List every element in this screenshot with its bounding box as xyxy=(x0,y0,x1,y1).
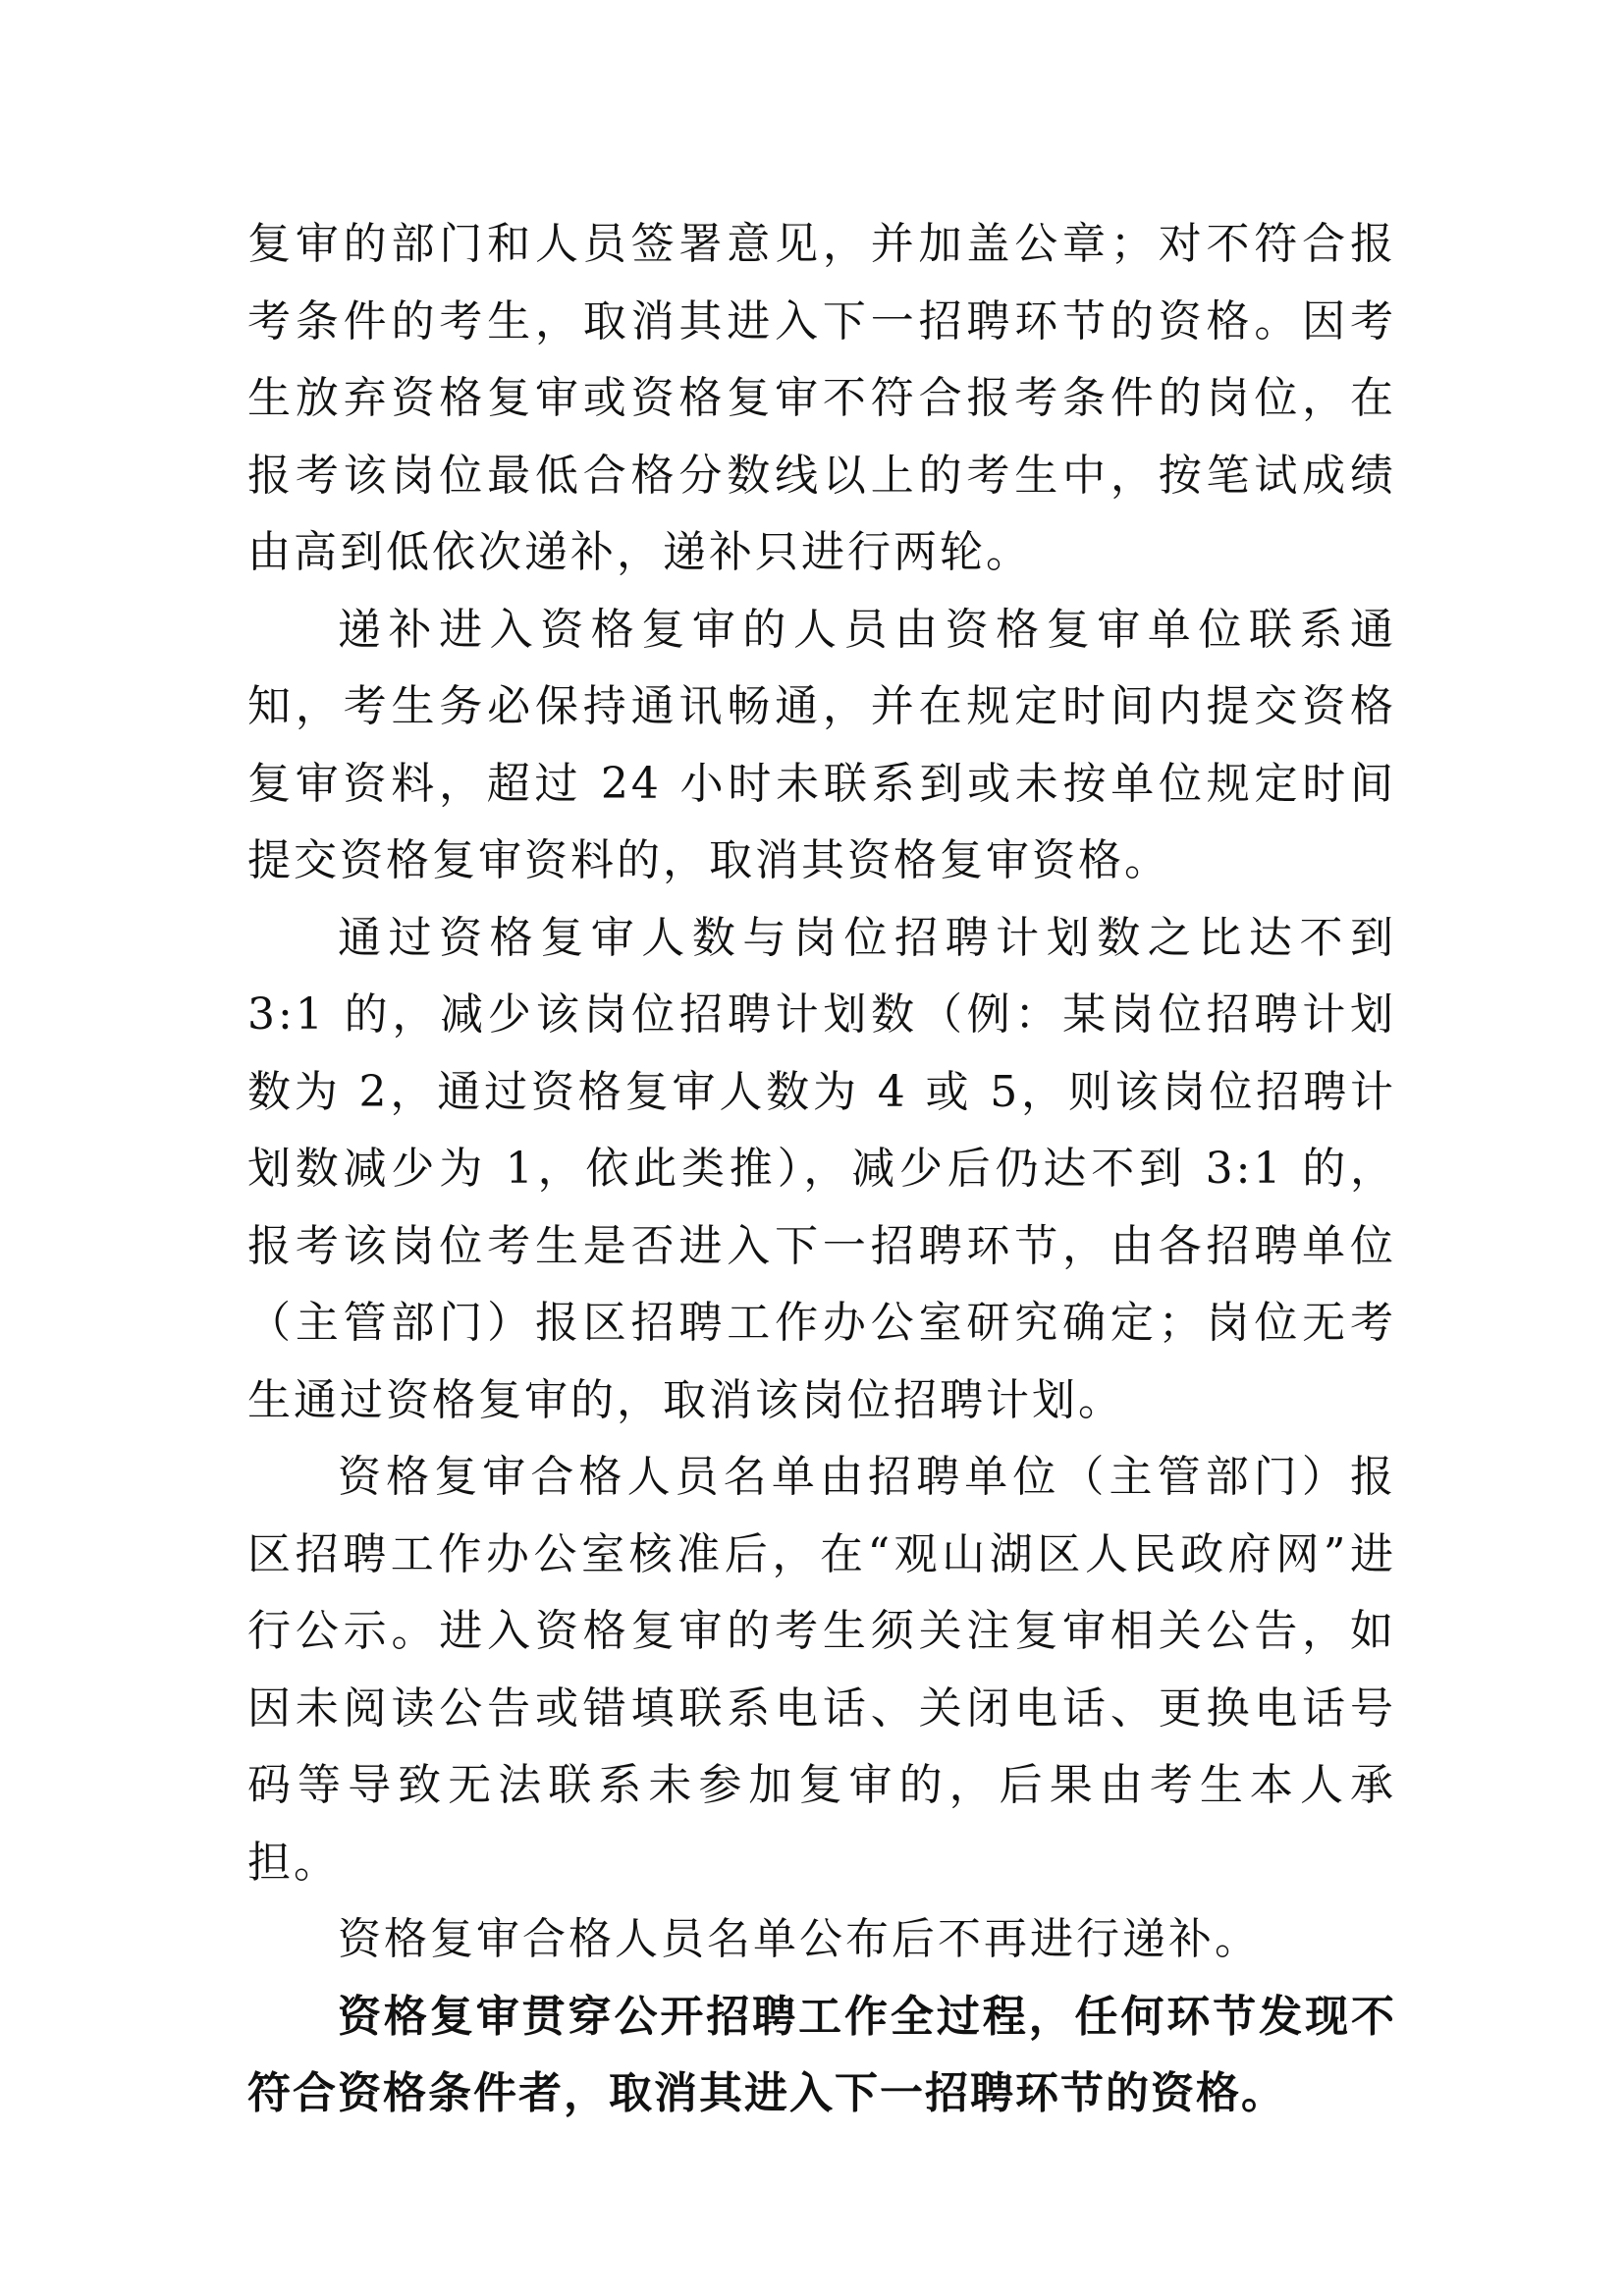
paragraph-supplement-notice: 递补进入资格复审的人员由资格复审单位联系通知，考生务必保持通讯畅通，并在规定时间内提交资格复审资料，超过 24 小时未联系到或未按单位规定时间提交资格复审资料的，取消其资格复审资格。 xyxy=(247,604,1396,885)
paragraph-whole-process-emphasis: 资格复审贯穿公开招聘工作全过程，任何环节发现不符合资格条件者，取消其进入下一招聘环节的资格。 xyxy=(247,1991,1396,2118)
document-body xyxy=(247,206,1396,2133)
paragraph-ratio-rule: 通过资格复审人数与岗位招聘计划数之比达不到 3:1 的，减少该岗位招聘计划数（例：某岗位招聘计划数为 2，通过资格复审人数为 4 或 5，则该岗位招聘计划数减少为 1，依此类推），减少后仍达不到 3:1 的，报考该岗位考生是否进入下一招聘环节，由各招聘单位（主管部门）报区招聘工作办公室研究确定；岗位无考生通过资格复审的，取消该岗位招聘计划。 xyxy=(247,912,1396,1425)
paragraph-no-supplement: 资格复审合格人员名单公布后不再进行递补。 xyxy=(338,1914,1261,1964)
paragraph-requalification-review: 复审的部门和人员签署意见，并加盖公章；对不符合报考条件的考生，取消其进入下一招聘环节的资格。因考生放弃资格复审或资格复审不符合报考条件的岗位，在报考该岗位最低合格分数线以上的考生中，按笔试成绩由高到低依次递补，递补只进行两轮。 xyxy=(247,219,1396,577)
paragraph-publicity: 资格复审合格人员名单由招聘单位（主管部门）报区招聘工作办公室核准后，在“观山湖区人民政府网”进行公示。进入资格复审的考生须关注复审相关公告，如因未阅读公告或错填联系电话、关闭电话、更换电话号码等导致无法联系未参加复审的，后果由考生本人承担。 xyxy=(247,1452,1396,1888)
